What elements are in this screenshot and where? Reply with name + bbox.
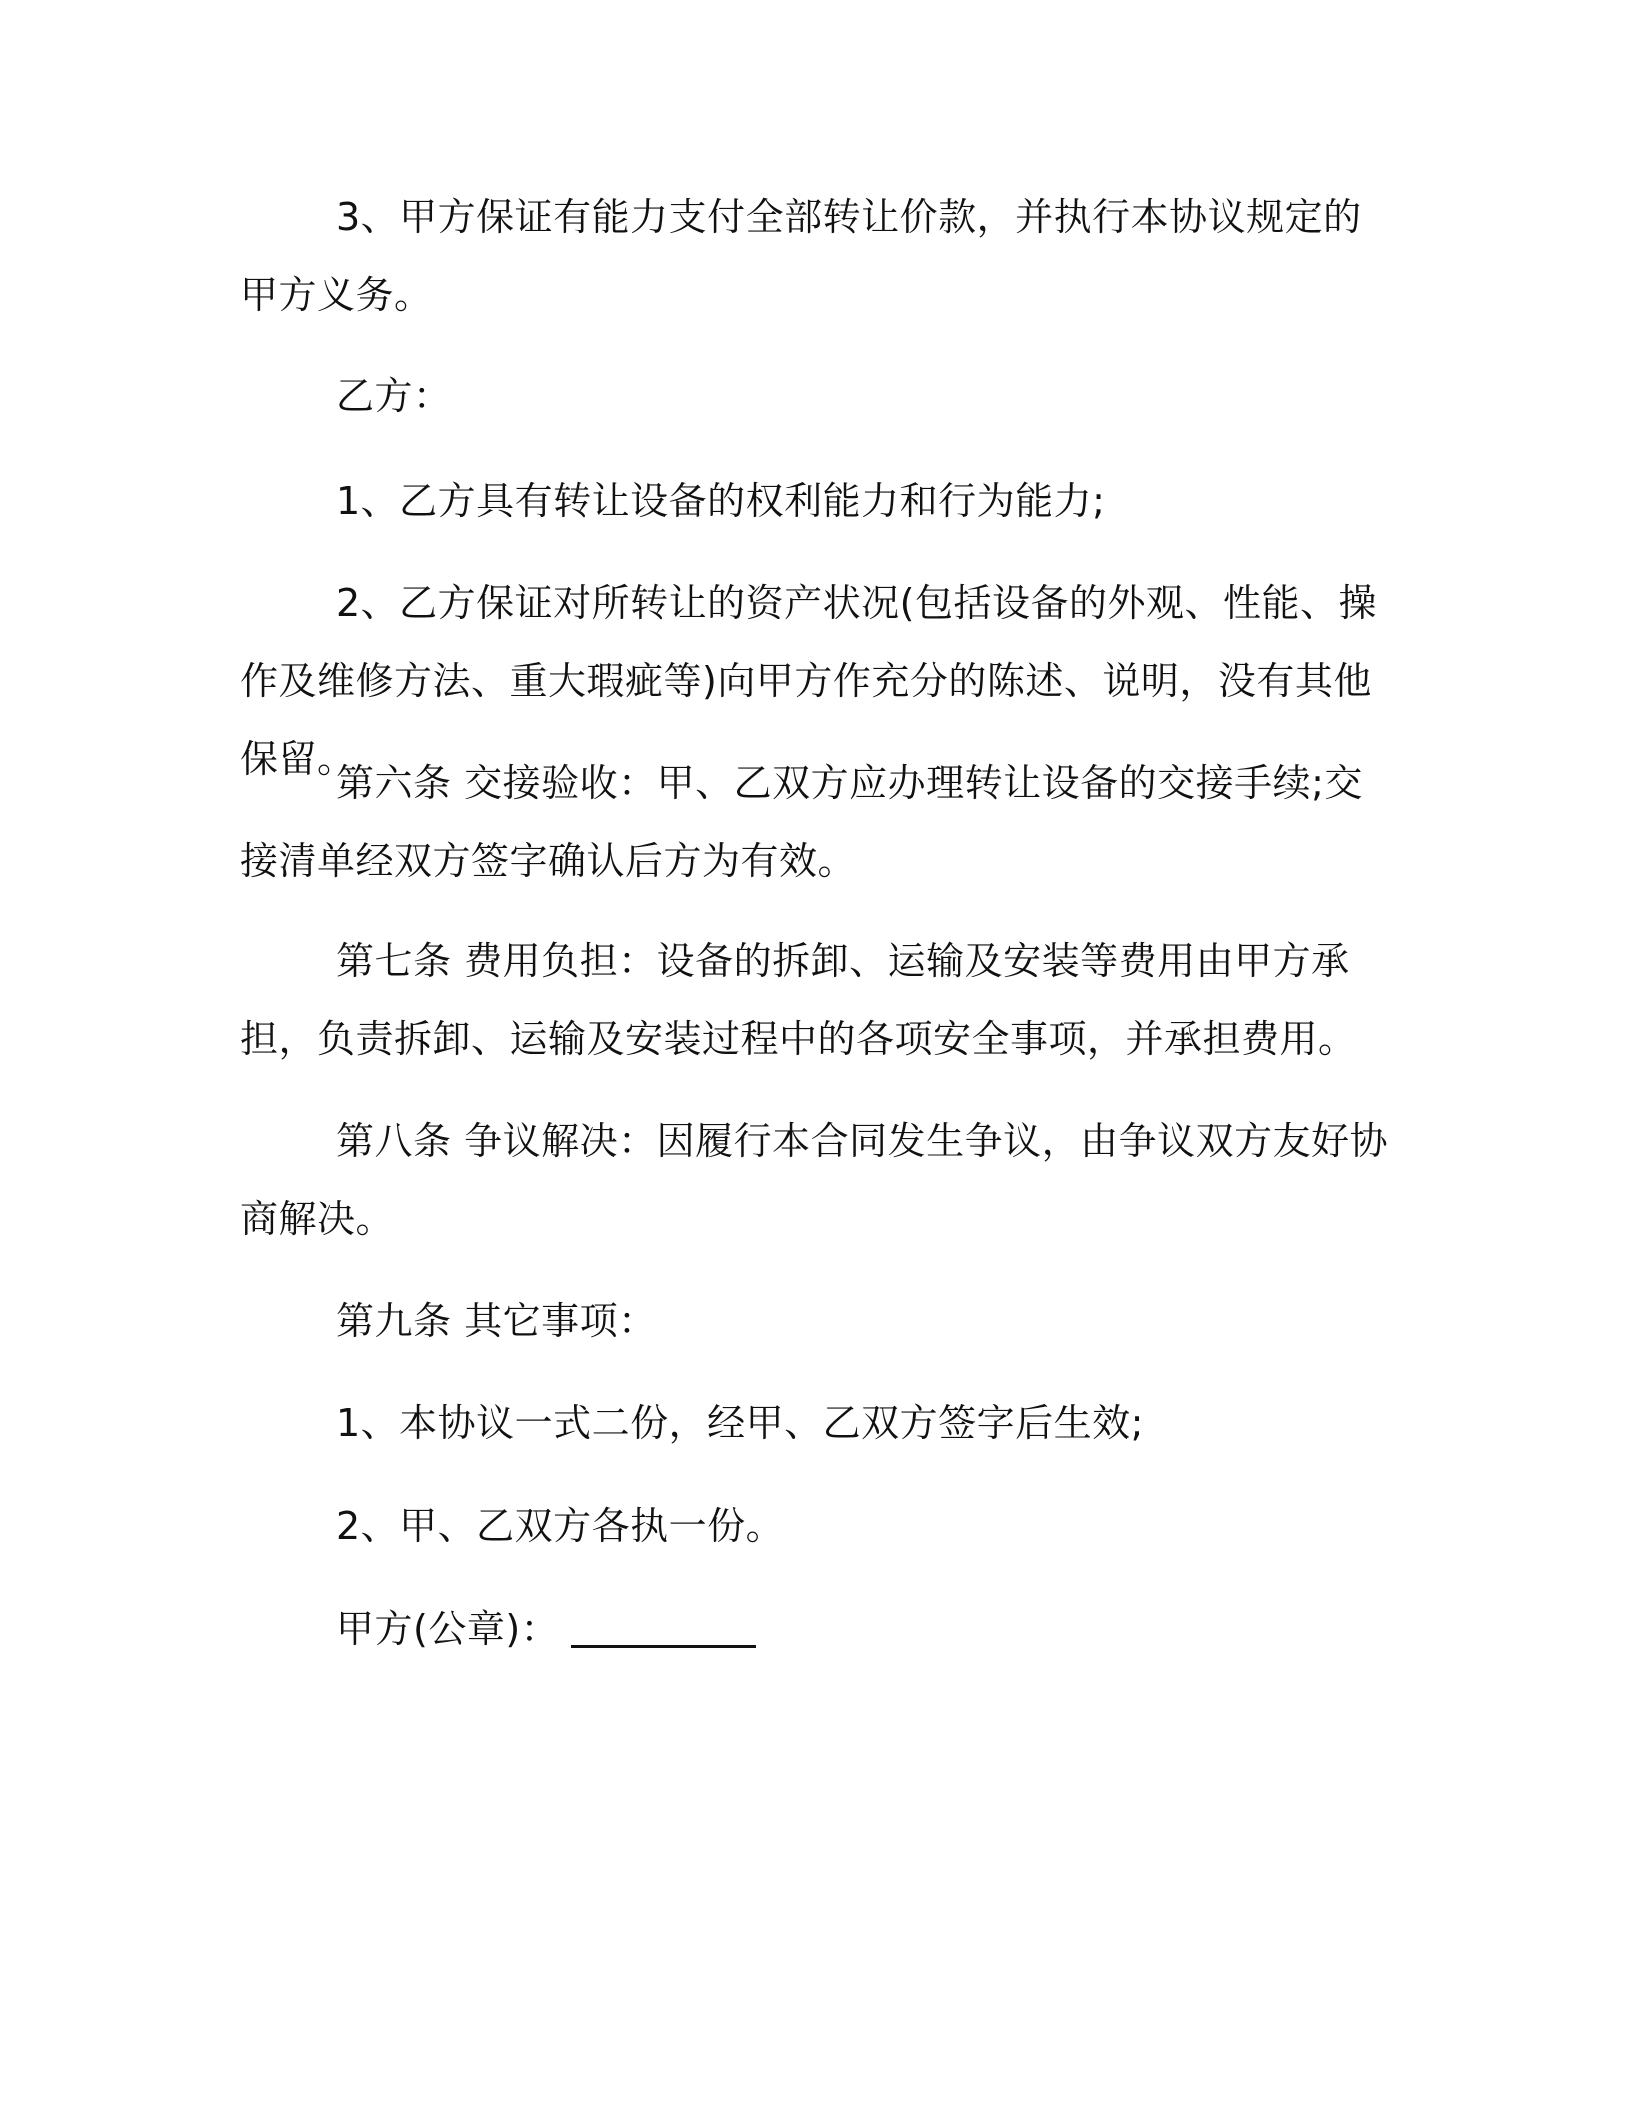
paragraph-party-b-heading: 乙方： xyxy=(336,374,452,418)
paragraph-article-9-item-2: 2、甲、乙双方各执一份。 xyxy=(336,1504,785,1548)
signature-line-party-a xyxy=(240,1590,1390,1668)
paragraph-article-6: 第六条 交接验收：甲、乙双方应办理转让设备的交接手续;交接清单经双方签字确认后方为有效。 xyxy=(240,761,1363,883)
paragraph-party-b-obligation-2: 2、乙方保证对所转让的资产状况(包括设备的外观、性能、操作及维修方法、重大瑕疵等)向甲方作充分的陈述、说明，没有其他保留。 xyxy=(240,581,1378,781)
paragraph-article-8: 第八条 争议解决：因履行本合同发生争议，由争议双方友好协商解决。 xyxy=(240,1119,1389,1241)
paragraph-party-a-obligation-3: 3、甲方保证有能力支付全部转让价款，并执行本协议规定的甲方义务。 xyxy=(240,195,1362,317)
paragraph-article-7: 第七条 费用负担：设备的拆卸、运输及安装等费用由甲方承担，负责拆卸、运输及安装过程中的各项安全事项，并承担费用。 xyxy=(240,939,1357,1061)
paragraph-article-9: 第九条 其它事项： xyxy=(336,1299,657,1343)
paragraph-party-b-obligation-1: 1、乙方具有转让设备的权利能力和行为能力; xyxy=(336,479,1106,523)
paragraph-article-9-item-1: 1、本协议一式二份，经甲、乙双方签字后生效; xyxy=(336,1401,1144,1445)
signature-blank xyxy=(571,1615,756,1648)
signature-label: 甲方(公章)： xyxy=(336,1607,560,1651)
